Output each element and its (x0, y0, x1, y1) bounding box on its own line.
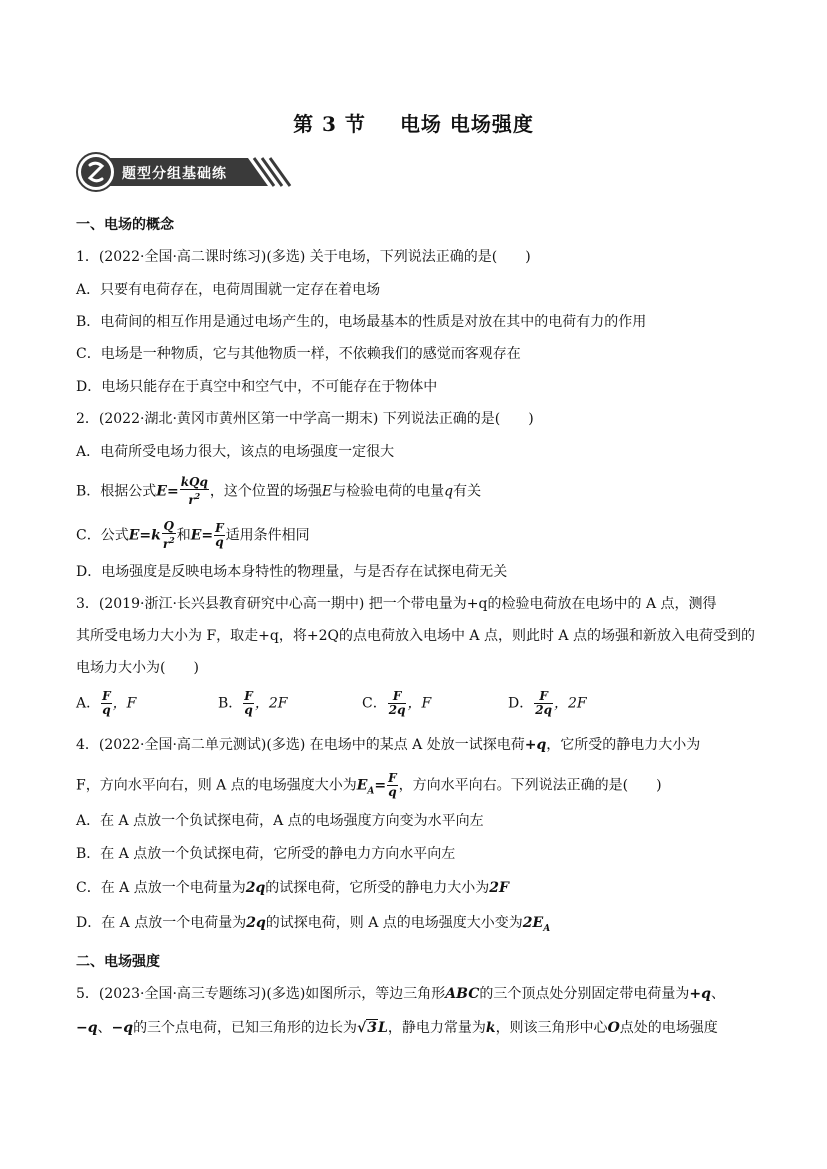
option-label: C． (362, 695, 387, 712)
q4-text: ，它所受的静电力大小为 (546, 737, 701, 753)
fraction (180, 476, 209, 507)
subscript: A (367, 786, 375, 797)
banner-graphic (76, 152, 298, 192)
option-value: ，F (112, 695, 137, 712)
q3-option-b (218, 690, 287, 717)
fraction (388, 690, 407, 717)
q5-text: 、 (710, 986, 725, 1002)
formula-symbol: E (190, 527, 202, 544)
page-title (0, 108, 827, 137)
q4-stem-line-1 (76, 736, 700, 754)
fraction-numerator: Q (163, 519, 174, 533)
option-value: ，2F (254, 695, 288, 712)
q2-b-text: 有关 (453, 483, 482, 500)
q4-text: 的试探电荷，它所受的静电力大小为 (265, 880, 490, 896)
fraction-numerator: F (102, 689, 111, 703)
fraction-numerator: F (388, 690, 407, 704)
q4-text: ，方向水平向右。下列说法正确的是( ) (398, 777, 662, 794)
fraction (243, 690, 254, 717)
formula-symbol: = (374, 777, 387, 794)
q2-c-text: C．公式 (76, 527, 129, 544)
q5-stem-line-1 (76, 985, 725, 1003)
fraction-denominator: q (102, 703, 111, 717)
exponent: 2 (194, 491, 201, 501)
q4-option-c (76, 879, 509, 897)
q1-option-a: A．只要有电荷存在，电荷周围就一定存在着电场 (76, 282, 381, 298)
q2-stem: 2．(2022·湖北·黄冈市黄州区第一中学高一期末) 下列说法正确的是( ) (76, 411, 534, 427)
q4-text: F，方向水平向右，则 A 点的电场强度大小为 (76, 777, 357, 794)
formula-symbol: q (444, 483, 454, 500)
banner-label: 题型分组基础练 (122, 166, 227, 182)
option-label: A． (76, 695, 101, 712)
q4-stem-line-2 (76, 772, 662, 800)
fraction (101, 690, 112, 717)
option-label: B． (218, 695, 243, 712)
formula-symbol: +q (689, 986, 711, 1002)
fraction-denominator: 2q (535, 703, 552, 717)
option-label: D． (508, 695, 534, 712)
q2-c-text: 适用条件相同 (225, 527, 310, 544)
formula-symbol: ABC (445, 986, 480, 1002)
fraction-denominator: q (244, 703, 253, 717)
formula-symbol: = (201, 527, 214, 544)
fraction-numerator: F (244, 689, 253, 703)
radical-sign: √ (357, 1020, 367, 1036)
formula-symbol: 2F (489, 880, 509, 896)
q2-option-a: A．电荷所受电场力很大，该点的电场强度一定很大 (76, 444, 395, 460)
formula-symbol: 2q (245, 880, 266, 896)
q2-option-d: D．电场强度是反映电场本身特性的物理量，与是否存在试探电荷无关 (76, 564, 508, 580)
q2-option-b (76, 476, 481, 507)
fraction-denominator: q (388, 785, 397, 799)
formula-symbol: = (139, 527, 152, 544)
q3-stem-line-1: 3．(2019·浙江·长兴县教育研究中心高一期中) 把一个带电量为+q的检验电荷放在电场中的 A 点，测得 (76, 596, 717, 612)
q5-text: 5．(2023·全国·高三专题练习)(多选)如图所示，等边三角形 (76, 986, 446, 1002)
q4-text: C．在 A 点放一个电荷量为 (76, 880, 246, 896)
q1-stem: 1．(2022·全国·高二课时练习)(多选) 关于电场，下列说法正确的是( ) (76, 249, 531, 265)
fraction-numerator: kQq (180, 475, 208, 489)
radicand: 3 (367, 1020, 378, 1036)
fraction-denominator: q (215, 535, 224, 549)
exponent: 2 (169, 535, 175, 545)
subscript: A (543, 923, 551, 934)
formula-symbol: L (378, 1020, 388, 1036)
fraction-denominator: r (162, 537, 170, 551)
formula-symbol: E (156, 483, 167, 500)
formula-symbol: 2q (246, 915, 266, 931)
formula-symbol: = (166, 483, 179, 500)
section-name: 电场 电场强度 (399, 112, 534, 136)
q4-option-b: B．在 A 点放一个负试探电荷，它所受的静电力方向水平向左 (76, 846, 456, 862)
formula-symbol: k (485, 1020, 496, 1036)
q1-option-c: C．电场是一种物质，它与其他物质一样，不依赖我们的感觉而客观存在 (76, 346, 521, 362)
q5-text: 点处的电场强度 (619, 1020, 718, 1036)
formula-symbol: E (321, 483, 333, 500)
section-heading-2: 二、电场强度 (76, 954, 160, 970)
q1-option-b: B．电荷间的相互作用是通过电场产生的，电场最基本的性质是对放在其中的电荷有力的作用 (76, 314, 647, 330)
formula-symbol: E (356, 777, 368, 794)
q3-option-d (508, 690, 587, 717)
section-heading-1: 一、电场的概念 (76, 217, 174, 233)
section-number: 第 3 节 (293, 112, 366, 136)
q5-text: 的三个顶点处分别固定带电荷量为 (479, 986, 690, 1002)
fraction (214, 522, 225, 549)
fraction-numerator: F (534, 690, 553, 704)
q5-stem-line-2 (76, 1019, 718, 1037)
q3-stem-line-3: 电场力大小为( ) (76, 660, 199, 676)
fraction-numerator: F (215, 521, 224, 535)
fraction-numerator: F (388, 771, 397, 785)
formula-symbol: −q (76, 1020, 98, 1036)
q4-option-d (76, 914, 550, 938)
q5-text: 的三个点电荷，已知三角形的边长为 (133, 1020, 358, 1036)
fraction (387, 772, 398, 799)
formula-symbol: k (151, 527, 161, 544)
fraction-denominator: r (188, 493, 195, 507)
q1-option-d: D．电场只能存在于真空中和空气中，不可能存在于物体中 (76, 379, 438, 395)
q5-text: ，则该三角形中心 (495, 1020, 608, 1036)
q4-text: 4．(2022·全国·高二单元测试)(多选) 在电场中的某点 A 处放一试探电荷 (76, 737, 525, 753)
q5-text: ，静电力常量为 (387, 1020, 486, 1036)
fraction (162, 520, 176, 551)
q3-stem-line-2: 其所受电场力大小为 F，取走+q，将+2Q的点电荷放入电场中 A 点，则此时 A 点的场强和新放入电荷受到的 (76, 628, 755, 644)
q2-c-text: 和 (176, 527, 191, 544)
q5-text: 、 (97, 1020, 112, 1036)
fraction (534, 690, 553, 717)
option-value: ，2F (553, 695, 587, 712)
formula-symbol: 2E (522, 915, 544, 931)
q2-b-text: 与检验电荷的电量 (332, 483, 445, 500)
q4-text: 的试探电荷，则 A 点的电场强度大小变为 (265, 915, 523, 931)
fraction-denominator: 2q (388, 703, 406, 717)
q4-text: D．在 A 点放一个电荷量为 (76, 915, 247, 931)
q3-option-c (362, 690, 431, 717)
formula-symbol: E (128, 527, 140, 544)
q2-option-c (76, 520, 310, 551)
formula-symbol: +q (524, 737, 547, 753)
q4-option-a: A．在 A 点放一个负试探电荷，A 点的电场强度方向变为水平向左 (76, 813, 484, 829)
q2-b-text: ，这个位置的场强 (209, 483, 322, 500)
option-value: ，F (407, 695, 432, 712)
square-root (357, 1019, 388, 1036)
q2-b-text: B．根据公式 (76, 483, 157, 500)
formula-symbol: O (607, 1020, 620, 1036)
section-banner (76, 152, 298, 196)
q3-option-a (76, 690, 136, 717)
formula-symbol: −q (111, 1020, 134, 1036)
